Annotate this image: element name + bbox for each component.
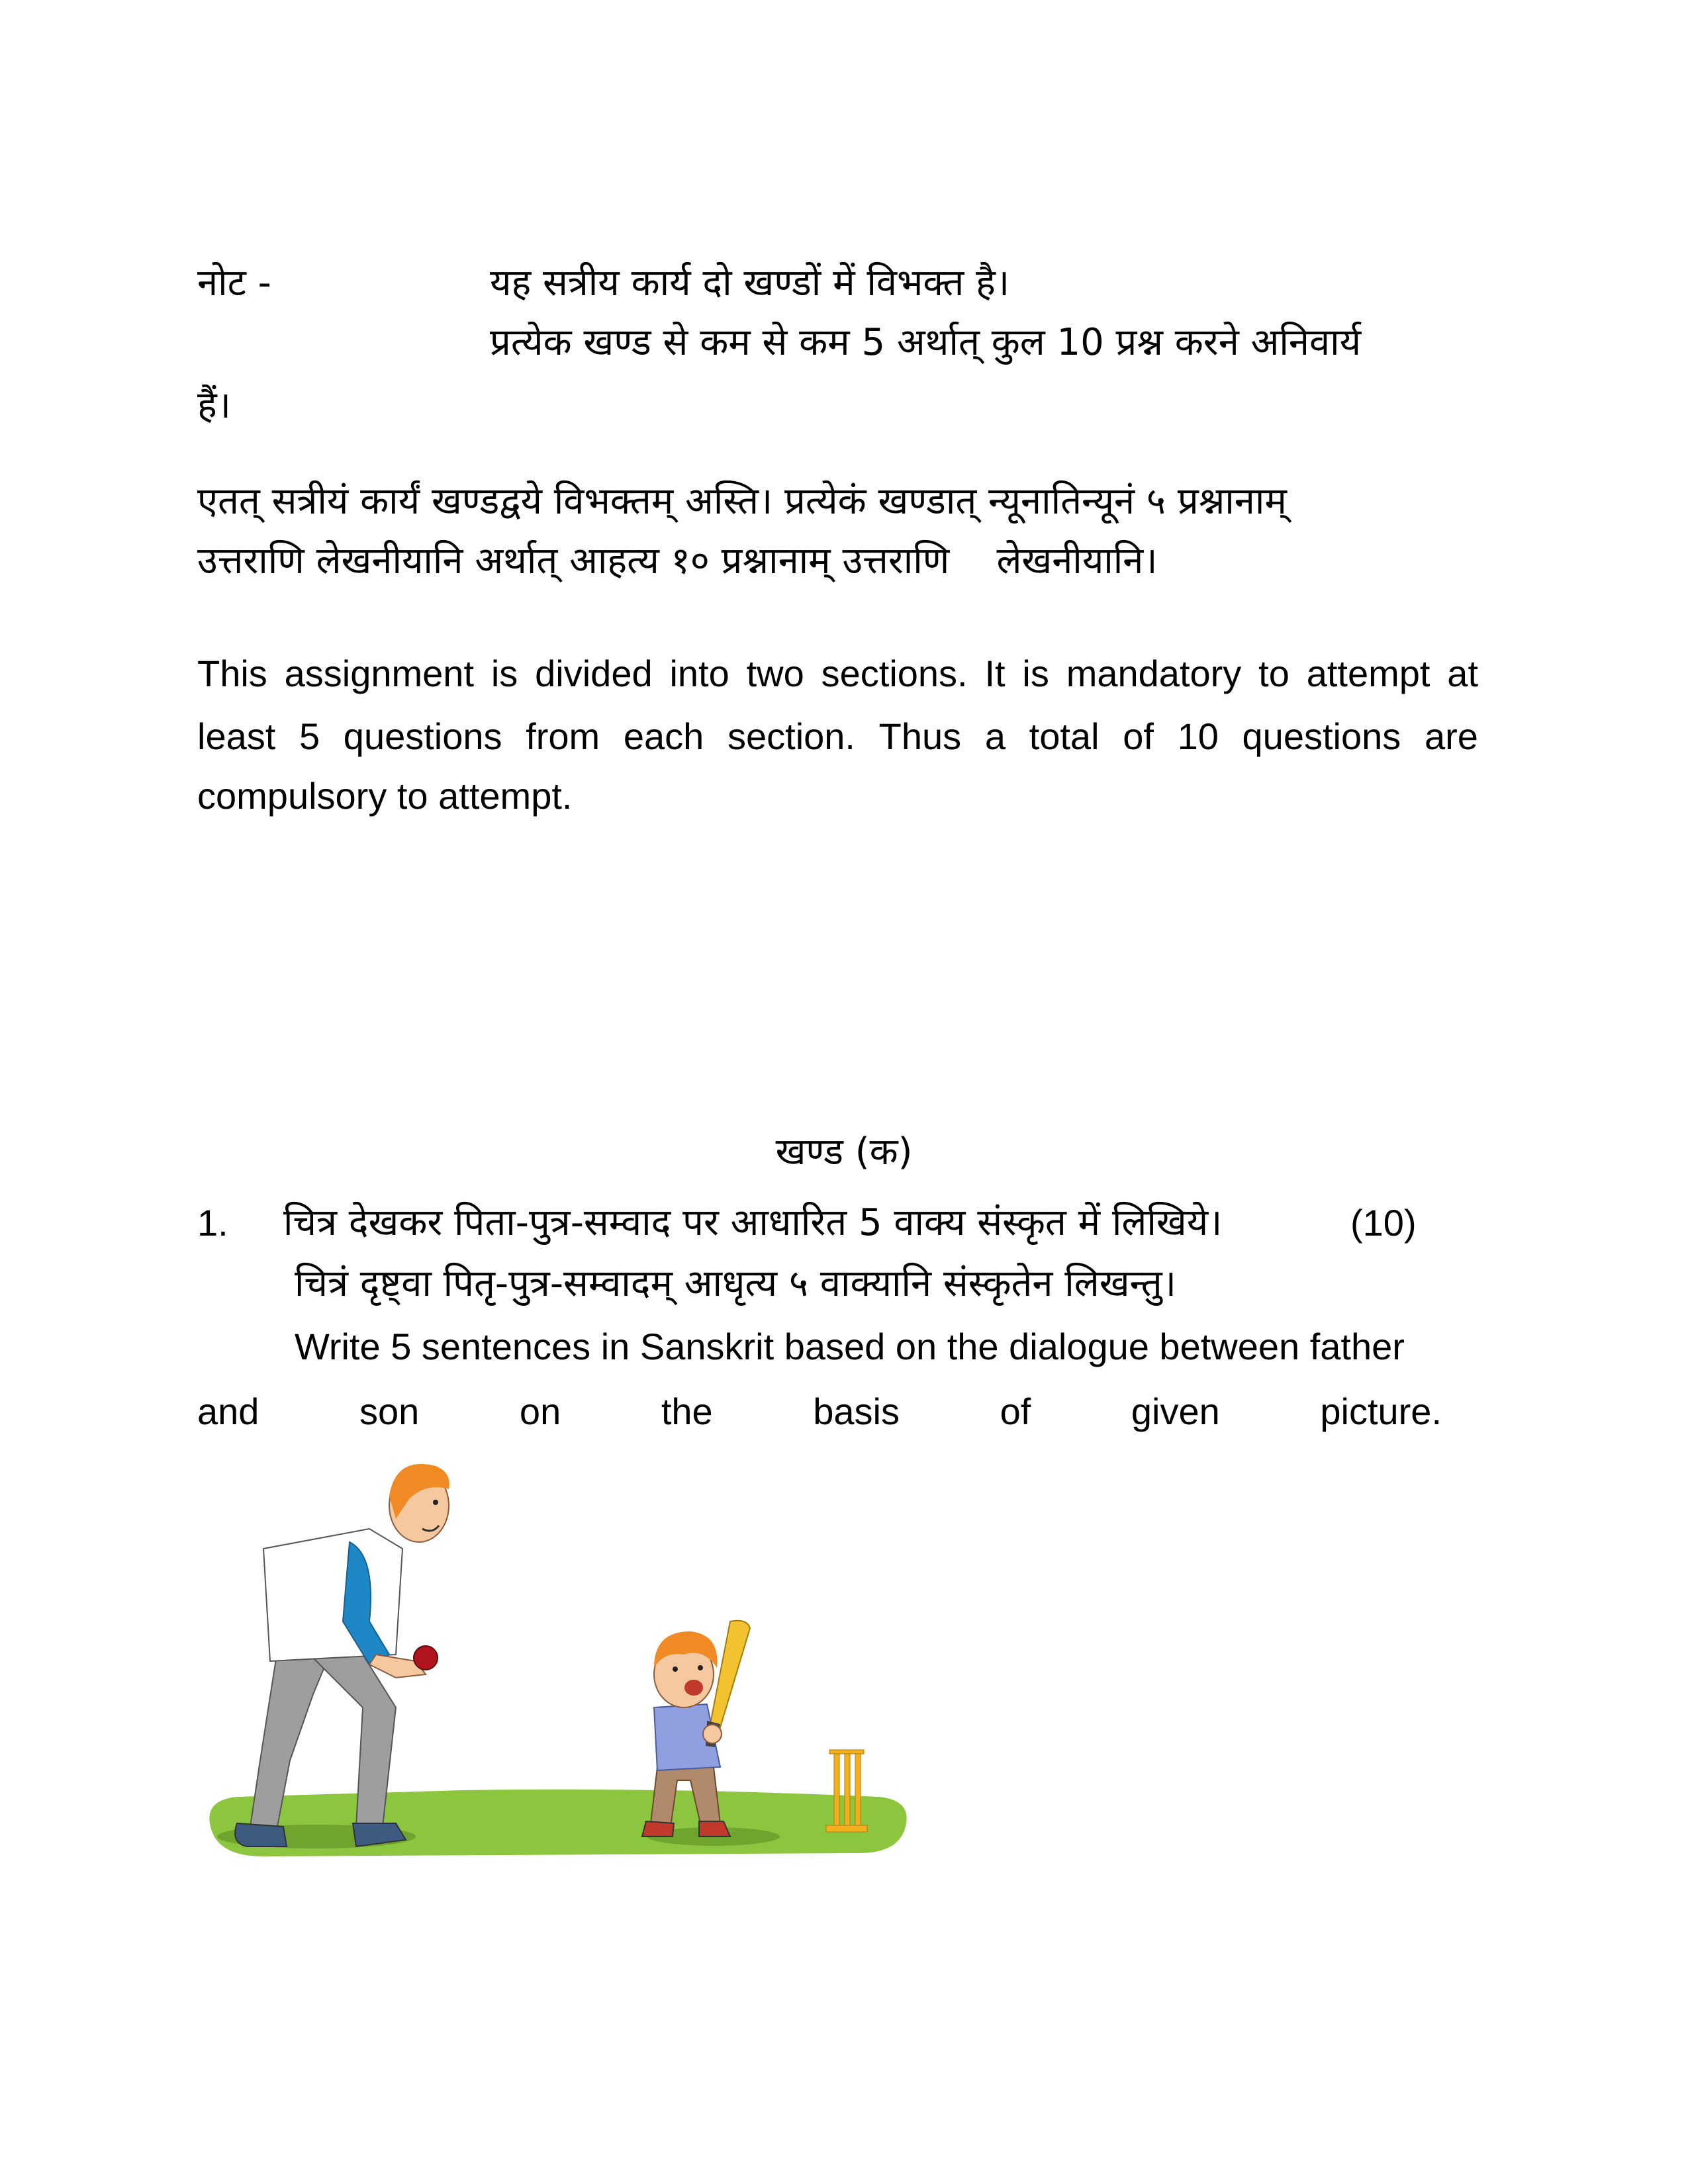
section-heading: खण्ड (क) [775,1130,913,1173]
note-label: नोट - [197,261,271,304]
question-english-word: given [1131,1390,1220,1432]
english-note-word: sections. [821,653,968,694]
sanskrit-note-line-1: एतत् सत्रीयं कार्यं खण्डद्वये विभक्तम् अस्ति। प्रत्येकं खण्डात् न्यूनातिन्यूनं ५ प्रश्नानाम् [197,480,1287,523]
note-line-1: यह सत्रीय कार्य दो खण्डों में विभक्त है। [490,261,1010,304]
english-note-word: each [623,715,704,757]
sanskrit-note-line-2: उत्तराणि लेखनीयानि अर्थात् आहत्य १० प्रश्नानाम् उत्तराणि लेखनीयानि। [197,539,1158,582]
cricket-bat-icon [710,1621,750,1727]
english-note-word: Thus [878,715,962,757]
english-note-word: into [669,653,729,694]
question-marks: (10) [1350,1202,1417,1244]
question-english-word: picture. [1320,1390,1442,1432]
father-son-cricket-illustration [197,1456,932,1919]
english-note-word: mandatory [1066,653,1242,694]
english-note-word: of [1123,715,1154,757]
english-note-word: at [1447,653,1478,694]
english-note-word: is [1022,653,1049,694]
english-note-word: are [1424,715,1478,757]
english-note-word: section. [727,715,855,757]
question-sanskrit: चित्रं दृष्ट्वा पितृ-पुत्र-सम्वादम् आधृत्य ५ वाक्यानि संस्कृतेन लिखन्तु। [295,1262,1176,1305]
question-english-word: on [519,1390,561,1432]
english-note-word: least [197,715,276,757]
english-note-word: questions [343,715,502,757]
english-note-word: assignment [284,653,475,694]
question-english-word: of [1000,1390,1031,1432]
english-note-word: to [1258,653,1289,694]
english-note-word: total [1029,715,1100,757]
english-note-word: a [984,715,1006,757]
question-english-line-2 [197,1390,1442,1433]
question-english-word: and [197,1390,259,1432]
question-english-word: the [661,1390,713,1432]
english-note-word: 5 [299,715,320,757]
note-line-2-cont: हैं। [197,384,231,427]
question-english-word: basis [813,1390,900,1432]
note-line-2: प्रत्येक खण्ड से कम से कम 5 अर्थात् कुल 10 प्रश्न करने अनिवार्य [490,321,1362,364]
cricket-ball-icon [414,1646,438,1670]
english-note-word: from [526,715,600,757]
question-hindi: चित्र देखकर पिता-पुत्र-सम्वाद पर आधारित 5 वाक्य संस्कृत में लिखिये। [283,1201,1223,1244]
father-figure [235,1464,449,1846]
english-note-word: divided [535,653,653,694]
english-note-word: 10 [1177,715,1219,757]
english-note-line-1 [197,652,1478,695]
english-note-line-2 [197,715,1478,758]
english-note-word: This [197,653,267,694]
english-note-word: attempt [1306,653,1430,694]
question-number: 1. [197,1202,228,1244]
question-english-line-1: Write 5 sentences in Sanskrit based on the dialogue between father [295,1326,1405,1367]
english-note-word: two [746,653,804,694]
english-note-word: questions [1242,715,1401,757]
english-note-word: It [984,653,1006,694]
question-english-word: son [359,1390,420,1432]
english-note-word: is [491,653,518,694]
english-note-line-3: compulsory to attempt. [197,775,573,817]
